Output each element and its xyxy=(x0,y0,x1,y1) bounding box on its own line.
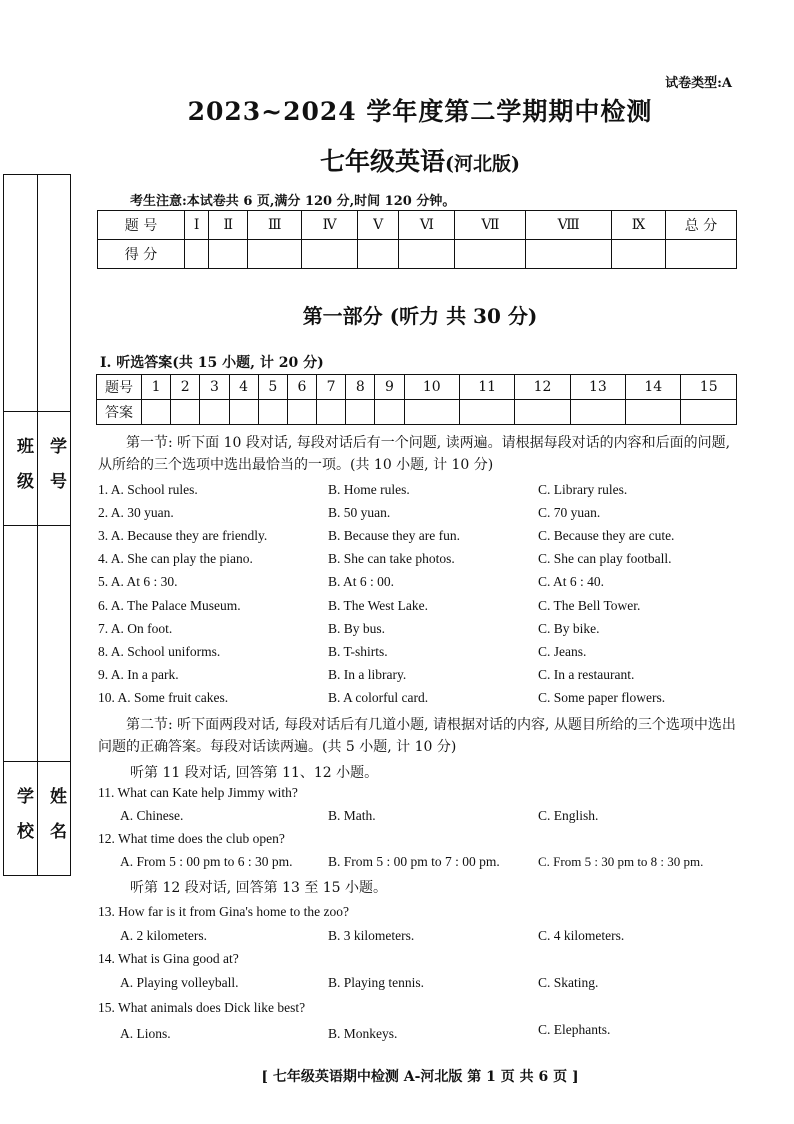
answer-cell[interactable] xyxy=(346,400,375,425)
score-header-cell: Ⅵ xyxy=(399,211,455,240)
question-number: 12 xyxy=(515,375,570,400)
question-number: 14 xyxy=(626,375,681,400)
question-number: 1 xyxy=(142,375,171,400)
answer-header-row xyxy=(97,375,737,400)
binding-strip xyxy=(3,174,71,876)
option-b[interactable]: B. 50 yuan. xyxy=(328,505,391,520)
option-c[interactable]: C. Elephants. xyxy=(538,1022,611,1037)
part1-title: 第一部分 (听力 共 30 分) xyxy=(302,304,538,328)
option-c[interactable]: C. She can play football. xyxy=(538,551,672,566)
answer-header-label: 题号 xyxy=(97,375,142,400)
answer-cell[interactable] xyxy=(142,400,171,425)
score-cell[interactable] xyxy=(358,240,399,269)
score-cell[interactable] xyxy=(526,240,612,269)
section1-title: Ⅰ. 听选答案(共 15 小题, 计 20 分) xyxy=(100,355,324,371)
option-a[interactable]: 9. A. In a park. xyxy=(98,667,179,682)
option-c[interactable]: C. By bike. xyxy=(538,621,600,636)
edition-label: (河北版) xyxy=(445,153,520,175)
option-c[interactable]: C. Some paper flowers. xyxy=(538,690,666,705)
option-a[interactable]: 8. A. School uniforms. xyxy=(98,644,221,659)
school-label: 学校 xyxy=(13,787,33,857)
option-a[interactable]: A. From 5 : 00 pm to 6 : 30 pm. xyxy=(120,854,293,869)
score-header-row xyxy=(98,211,737,240)
option-b[interactable]: B. A colorful card. xyxy=(328,690,429,705)
answer-cell[interactable] xyxy=(375,400,404,425)
option-a[interactable]: 5. A. At 6 : 30. xyxy=(98,574,178,589)
option-b[interactable]: B. Because they are fun. xyxy=(328,528,460,543)
option-a[interactable]: 1. A. School rules. xyxy=(98,482,198,497)
option-c[interactable]: C. The Bell Tower. xyxy=(538,598,641,613)
option-c[interactable]: C. At 6 : 40. xyxy=(538,574,605,589)
score-cell[interactable] xyxy=(399,240,455,269)
score-cell[interactable] xyxy=(611,240,665,269)
page-footer: [ 七年级英语期中检测 A-河北版 第 1 页 共 6 页 ] xyxy=(261,1069,579,1085)
score-table xyxy=(97,210,737,269)
option-b[interactable]: B. By bus. xyxy=(328,621,386,636)
score-header-cell: 总 分 xyxy=(666,211,737,240)
score-cell[interactable] xyxy=(666,240,737,269)
option-c[interactable]: C. Because they are cute. xyxy=(538,528,675,543)
score-header-cell: Ⅷ xyxy=(526,211,612,240)
option-c[interactable]: C. 4 kilometers. xyxy=(538,928,625,943)
score-cell[interactable] xyxy=(209,240,248,269)
option-b[interactable]: B. In a library. xyxy=(328,667,407,682)
question-15: 15. What animals does Dick like best? xyxy=(98,1000,306,1015)
question-number: 8 xyxy=(346,375,375,400)
option-c[interactable]: C. 70 yuan. xyxy=(538,505,601,520)
option-b[interactable]: B. At 6 : 00. xyxy=(328,574,395,589)
answer-row-label: 答案 xyxy=(97,400,142,425)
question-12: 12. What time does the club open? xyxy=(98,831,285,846)
option-a[interactable]: A. Lions. xyxy=(120,1026,171,1041)
score-row-label: 得 分 xyxy=(98,240,185,269)
class-label: 班级 xyxy=(13,437,33,507)
answer-cell[interactable] xyxy=(229,400,258,425)
score-header-cell: Ⅶ xyxy=(455,211,526,240)
option-a[interactable]: 10. A. Some fruit cakes. xyxy=(98,690,229,705)
option-a[interactable]: 3. A. Because they are friendly. xyxy=(98,528,268,543)
answer-cell[interactable] xyxy=(258,400,287,425)
question-11: 11. What can Kate help Jimmy with? xyxy=(98,785,298,800)
question-number: 10 xyxy=(404,375,459,400)
question-number: 5 xyxy=(258,375,287,400)
answer-cell[interactable] xyxy=(317,400,346,425)
option-a[interactable]: 6. A. The Palace Museum. xyxy=(98,598,241,613)
score-header-cell: Ⅲ xyxy=(248,211,302,240)
option-a[interactable]: 7. A. On foot. xyxy=(98,621,173,636)
question-number: 9 xyxy=(375,375,404,400)
question-number: 15 xyxy=(681,375,737,400)
option-c[interactable]: C. In a restaurant. xyxy=(538,667,635,682)
answer-cell[interactable] xyxy=(681,400,737,425)
strip-divider xyxy=(4,525,70,526)
paper-type: 试卷类型:A xyxy=(665,76,732,91)
exam-notice: 考生注意:本试卷共 6 页,满分 120 分,时间 120 分钟。 xyxy=(130,194,456,209)
question-14: 14. What is Gina good at? xyxy=(98,951,239,966)
question-number: 11 xyxy=(459,375,514,400)
strip-divider xyxy=(4,411,70,412)
name-label: 姓名 xyxy=(46,787,66,857)
answer-cell[interactable] xyxy=(626,400,681,425)
answer-cell[interactable] xyxy=(459,400,514,425)
exam-title: 2023~2024 学年度第二学期期中检测 xyxy=(187,97,653,126)
answer-row xyxy=(97,400,737,425)
question-number: 7 xyxy=(317,375,346,400)
part-b-intro: 第二节: 听下面两段对话, 每段对话后有几道小题, 请根据对话的内容, 从题目所给的三个选项中选出问题的正确答案。每段对话读两遍。(共 5 小题, 计 10 分) xyxy=(98,717,736,755)
score-header-cell: Ⅳ xyxy=(302,211,358,240)
option-b[interactable]: B. T-shirts. xyxy=(328,644,388,659)
score-header-cell: Ⅰ xyxy=(185,211,209,240)
score-header-cell: 题 号 xyxy=(98,211,185,240)
option-c[interactable]: C. Library rules. xyxy=(538,482,628,497)
question-number: 13 xyxy=(570,375,625,400)
dialog-12-instruction: 听第 12 段对话, 回答第 13 至 15 小题。 xyxy=(130,880,388,896)
option-a[interactable]: A. 2 kilometers. xyxy=(120,928,207,943)
option-c[interactable]: C. From 5 : 30 pm to 8 : 30 pm. xyxy=(538,854,704,869)
option-b[interactable]: B. From 5 : 00 pm to 7 : 00 pm. xyxy=(328,854,500,869)
answer-table xyxy=(96,374,737,425)
option-c[interactable]: C. English. xyxy=(538,808,599,823)
question-number: 2 xyxy=(171,375,200,400)
score-cell[interactable] xyxy=(185,240,209,269)
question-number: 3 xyxy=(200,375,229,400)
student-id-label: 学号 xyxy=(46,437,66,507)
option-c[interactable]: C. Jeans. xyxy=(538,644,587,659)
option-b[interactable]: B. Playing tennis. xyxy=(328,975,425,990)
score-value-row xyxy=(98,240,737,269)
option-b[interactable]: B. She can take photos. xyxy=(328,551,455,566)
question-number: 4 xyxy=(229,375,258,400)
score-header-cell: Ⅴ xyxy=(358,211,399,240)
part-a-intro: 第一节: 听下面 10 段对话, 每段对话后有一个问题, 读两遍。请根据每段对话的内容和后面的问题, 从所给的三个选项中选出最恰当的一项。(共 10 小题, 计 10 分) xyxy=(98,435,731,473)
answer-cell[interactable] xyxy=(515,400,570,425)
answer-cell[interactable] xyxy=(171,400,200,425)
score-header-cell: Ⅸ xyxy=(611,211,665,240)
strip-divider xyxy=(4,761,70,762)
score-header-cell: Ⅱ xyxy=(209,211,248,240)
option-b[interactable]: B. Math. xyxy=(328,808,376,823)
option-b[interactable]: B. The West Lake. xyxy=(328,598,429,613)
score-cell[interactable] xyxy=(455,240,526,269)
subject-title: 七年级英语 xyxy=(320,147,446,176)
option-a[interactable]: 4. A. She can play the piano. xyxy=(98,551,253,566)
option-a[interactable]: A. Chinese. xyxy=(120,808,184,823)
exam-subtitle xyxy=(0,142,794,178)
answer-cell[interactable] xyxy=(570,400,625,425)
option-b[interactable]: B. 3 kilometers. xyxy=(328,928,415,943)
option-b[interactable]: B. Home rules. xyxy=(328,482,410,497)
answer-cell[interactable] xyxy=(287,400,316,425)
score-cell[interactable] xyxy=(248,240,302,269)
option-c[interactable]: C. Skating. xyxy=(538,975,599,990)
answer-cell[interactable] xyxy=(404,400,459,425)
dialog-11-instruction: 听第 11 段对话, 回答第 11、12 小题。 xyxy=(130,765,379,781)
answer-cell[interactable] xyxy=(200,400,229,425)
question-13: 13. How far is it from Gina's home to the zoo? xyxy=(98,904,350,919)
score-cell[interactable] xyxy=(302,240,358,269)
option-a[interactable]: A. Playing volleyball. xyxy=(120,975,239,990)
option-b[interactable]: B. Monkeys. xyxy=(328,1026,398,1041)
question-number: 6 xyxy=(287,375,316,400)
option-a[interactable]: 2. A. 30 yuan. xyxy=(98,505,174,520)
